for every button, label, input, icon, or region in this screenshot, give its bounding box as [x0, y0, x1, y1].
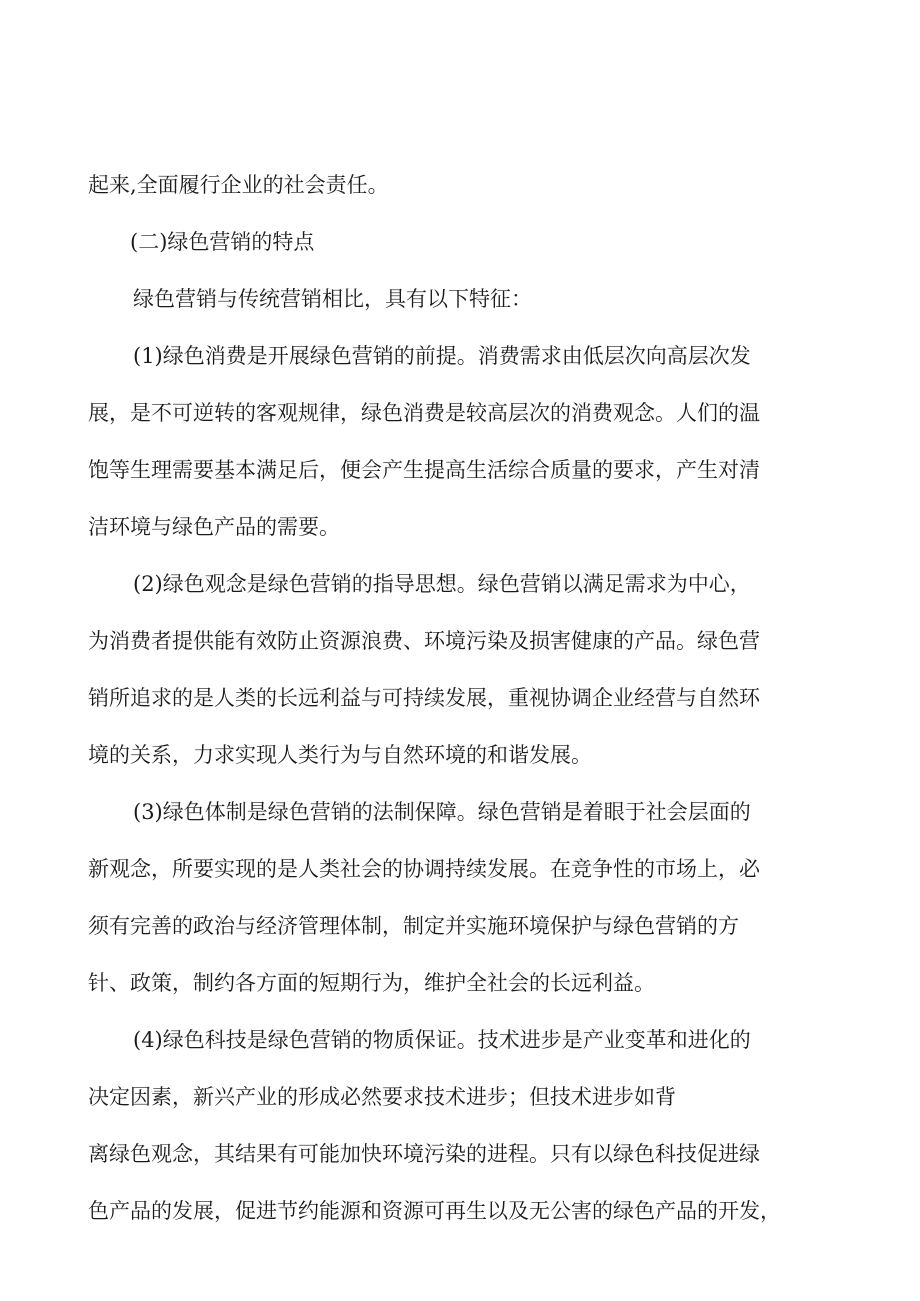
section-heading: (二)绿色营销的特点 — [130, 230, 315, 254]
text-line: (4)绿色科技是绿色营销的物质保证。技术进步是产业变革和进化的 — [133, 1028, 751, 1052]
text-line: 绿色营销与传统营销相比，具有以下特征： — [133, 287, 532, 311]
text-line: 色产品的发展，促进节约能源和资源可再生以及无公害的绿色产品的开发， — [88, 1199, 781, 1223]
text-line: 起来,全面履行企业的社会责任。 — [88, 173, 389, 197]
text-line: 须有完善的政治与经济管理体制，制定并实施环境保护与绿色营销的方 — [88, 914, 739, 938]
text-line: (1)绿色消费是开展绿色营销的前提。消费需求由低层次向高层次发 — [133, 344, 751, 368]
text-line: 新观念，所要实现的是人类社会的协调持续发展。在竞争性的市场上，必 — [88, 857, 760, 881]
text-line: 境的关系，力求实现人类行为与自然环境的和谐发展。 — [88, 743, 592, 767]
text-line: 为消费者提供能有效防止资源浪费、环境污染及损害健康的产品。绿色营 — [88, 629, 760, 653]
text-line: 决定因素，新兴产业的形成必然要求技术进步；但技术进步如背 — [88, 1085, 676, 1109]
text-line: 离绿色观念，其结果有可能加快环境污染的进程。只有以绿色科技促进绿 — [88, 1142, 760, 1166]
text-line: 饱等生理需要基本满足后，便会产生提高生活综合质量的要求，产生对清 — [88, 458, 760, 482]
text-line: (3)绿色体制是绿色营销的法制保障。绿色营销是着眼于社会层面的 — [133, 800, 751, 824]
text-line: 针、政策，制约各方面的短期行为，维护全社会的长远利益。 — [88, 971, 655, 995]
text-line: (2)绿色观念是绿色营销的指导思想。绿色营销以满足需求为中心， — [133, 572, 751, 596]
text-line: 洁环境与绿色产品的需要。 — [88, 515, 340, 539]
text-line: 展，是不可逆转的客观规律，绿色消费是较高层次的消费观念。人们的温 — [88, 401, 760, 425]
text-line: 销所追求的是人类的长远利益与可持续发展，重视协调企业经营与自然环 — [88, 686, 760, 710]
